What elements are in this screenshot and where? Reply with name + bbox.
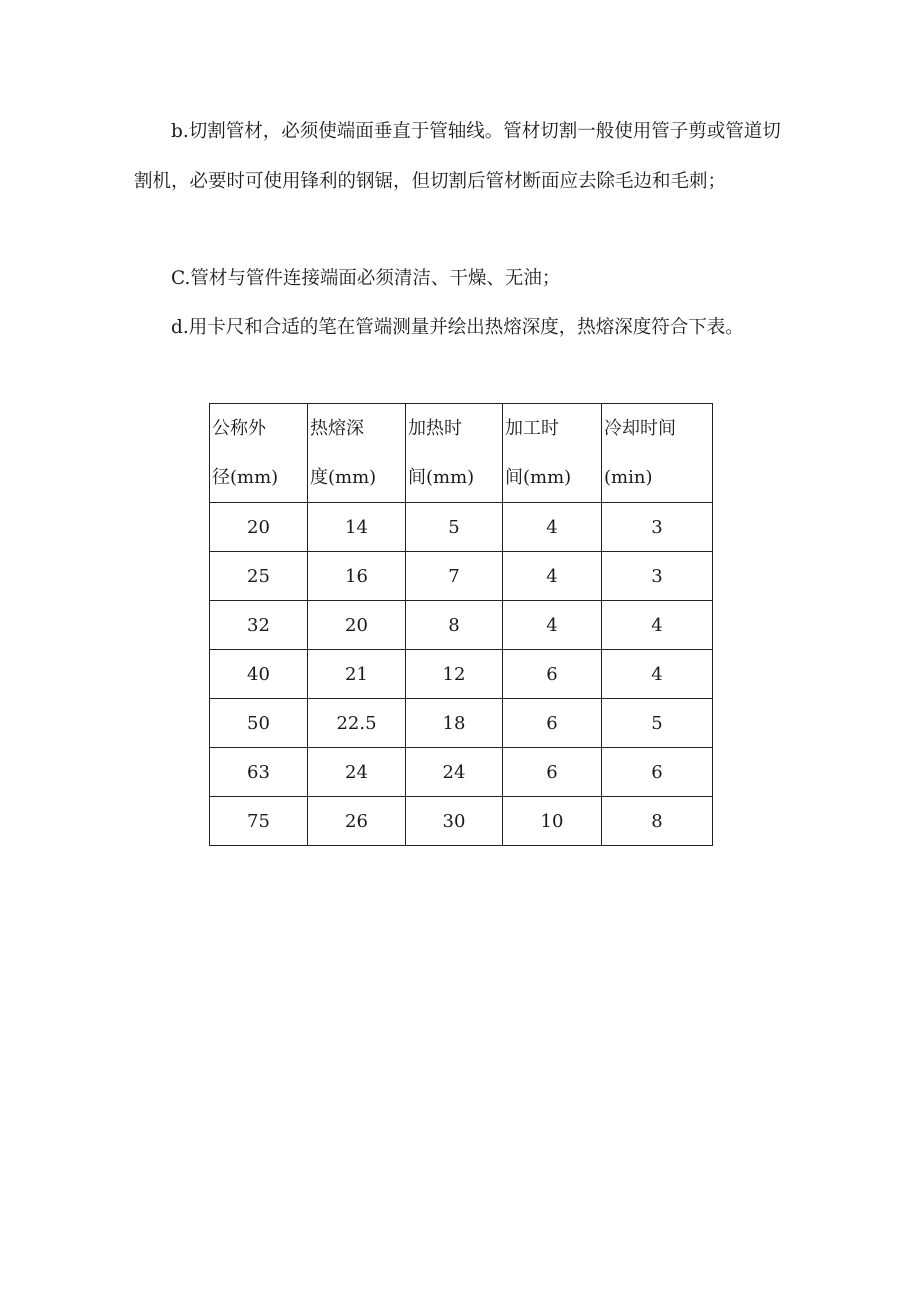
table-cell: 3 [602,503,713,552]
table-cell: 20 [308,601,406,650]
paragraph-c: C.管材与管件连接端面必须清洁、干燥、无油； [171,268,561,289]
table-cell: 22.5 [308,699,406,748]
table-cell: 6 [602,748,713,797]
table-cell: 5 [602,699,713,748]
table-cell: 4 [503,552,602,601]
header-line: 径(mm) [212,467,279,488]
table-cell: 4 [602,650,713,699]
table-cell: 4 [503,503,602,552]
table-cell: 40 [210,650,308,699]
table-cell: 18 [406,699,503,748]
table-cell: 10 [503,797,602,846]
header-line: 度(mm) [310,467,377,488]
table-cell: 7 [406,552,503,601]
table-cell: 8 [406,601,503,650]
table-cell: 8 [602,797,713,846]
table-cell: 4 [503,601,602,650]
header-line: 热熔深 [310,418,364,439]
table-row [210,601,713,650]
table-header-row [210,404,713,503]
table-cell: 25 [210,552,308,601]
table-cell: 5 [406,503,503,552]
paragraph-d: d.用卡尺和合适的笔在管端测量并绘出热熔深度，热熔深度符合下表。 [171,317,744,338]
table-cell: 4 [602,601,713,650]
table-row [210,797,713,846]
header-heating-time [406,404,503,503]
header-line: 加热时 [408,418,462,439]
header-cooling-time [602,404,713,503]
header-line: 冷却时间 [604,418,676,439]
table-cell: 6 [503,650,602,699]
header-line: 间(mm) [408,467,475,488]
header-processing-time [503,404,602,503]
table-cell: 50 [210,699,308,748]
table-cell: 75 [210,797,308,846]
table-row [210,699,713,748]
table-cell: 14 [308,503,406,552]
table-cell: 6 [503,699,602,748]
table-cell: 12 [406,650,503,699]
paragraph-b: b.切割管材，必须使端面垂直于管轴线。管材切割一般使用管子剪或管道切割机，必要时可使用锋利的钢锯，但切割后管材断面应去除毛边和毛刺； [134,121,781,192]
table-cell: 30 [406,797,503,846]
table-cell: 24 [308,748,406,797]
header-line: (min) [604,467,653,488]
header-nominal-diameter [210,404,308,503]
table-cell: 32 [210,601,308,650]
table-cell: 21 [308,650,406,699]
header-line: 加工时 [505,418,559,439]
table-cell: 24 [406,748,503,797]
table-row [210,503,713,552]
table-cell: 26 [308,797,406,846]
header-melt-depth [308,404,406,503]
table-row [210,650,713,699]
table-cell: 20 [210,503,308,552]
table-cell: 16 [308,552,406,601]
table-row [210,748,713,797]
table-cell: 63 [210,748,308,797]
header-line: 公称外 [212,418,266,439]
table-cell: 6 [503,748,602,797]
table-row [210,552,713,601]
table-cell: 3 [602,552,713,601]
hot-melt-depth-table [209,403,713,846]
header-line: 间(mm) [505,467,572,488]
